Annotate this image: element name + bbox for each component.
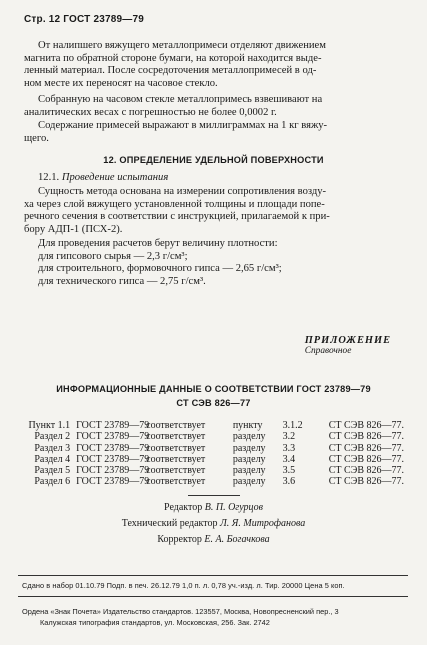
table-cell: СТ СЭВ 826—77. bbox=[328, 476, 404, 488]
table-cell: соответствует bbox=[146, 431, 206, 443]
info-heading-line2: СТ СЭВ 826—77 bbox=[176, 398, 251, 408]
table-row bbox=[24, 465, 404, 476]
credit-role: Технический редактор bbox=[121, 518, 218, 529]
table-cell: Раздел 5 bbox=[34, 465, 71, 477]
table-row bbox=[24, 476, 404, 487]
table-cell: соответствует bbox=[146, 420, 206, 431]
appendix-subtitle: Справочное bbox=[304, 346, 352, 356]
table-cell: 3.6 bbox=[282, 476, 296, 488]
page-header: Стр. 12 ГОСТ 23789—79 bbox=[24, 14, 144, 25]
table-cell: СТ СЭВ 826—77. bbox=[328, 442, 404, 454]
correspondence-table bbox=[24, 420, 404, 488]
print-imprint: Сдано в набор 01.10.79 Подп. в печ. 26.12.79 1,0 п. л. 0,78 уч.-изд. л. Тир. 20000 Цена 5 коп. bbox=[22, 581, 345, 590]
table-cell: соответствует bbox=[146, 465, 206, 477]
table-row bbox=[24, 443, 404, 454]
text-line: Для проведения расчетов берут величину плотности: bbox=[38, 238, 278, 249]
table-cell: 3.5 bbox=[282, 465, 296, 477]
text-line: магнита по обратной стороне бумаги, на которой находится выде- bbox=[24, 52, 322, 64]
table-row bbox=[24, 431, 404, 442]
text-line: Сущность метода основана на измерении сопротивления возду- bbox=[38, 186, 327, 197]
table-cell: разделу bbox=[232, 442, 266, 454]
table-row bbox=[24, 454, 404, 465]
info-heading-line1: ИНФОРМАЦИОННЫЕ ДАННЫЕ О СООТВЕТСТВИИ ГОСТ 23789—79 bbox=[56, 384, 371, 394]
credit-name: Л. Я. Митрофанова bbox=[220, 518, 306, 529]
text-line: речного сечения в соответствии с инструкцией, прилагаемой к при- bbox=[24, 211, 330, 223]
text-line: От налипшего вяжущего металлопримеси отделяют движением bbox=[38, 40, 326, 51]
table-cell: 3.3 bbox=[282, 442, 296, 454]
table-cell: соответствует bbox=[146, 476, 206, 488]
paragraph-weighing bbox=[24, 94, 404, 119]
paragraph-content-expression bbox=[24, 120, 404, 145]
text-line: ном месте их переносят на часовое стекло. bbox=[24, 77, 218, 89]
credit-role: Редактор bbox=[164, 502, 203, 513]
text-line: ленный материал. После сосредоточения металлопримесей в од- bbox=[24, 65, 317, 77]
credit-name: В. П. Огурцов bbox=[204, 502, 263, 513]
table-cell: разделу bbox=[232, 431, 266, 443]
table-cell: Раздел 2 bbox=[34, 431, 71, 443]
divider-short bbox=[188, 495, 240, 496]
credit-proofreader bbox=[0, 532, 427, 548]
table-cell: СТ СЭВ 826—77. bbox=[328, 420, 404, 431]
subsection-number: 12.1. bbox=[38, 172, 60, 183]
credits bbox=[0, 500, 427, 548]
text-line: для строительного, формовочного гипса — 2,65 г/см³; bbox=[38, 263, 282, 275]
text-line: ха через слой вяжущего установленной толщины и площади попе- bbox=[24, 198, 325, 210]
section-heading-specific-surface: 12. ОПРЕДЕЛЕНИЕ УДЕЛЬНОЙ ПОВЕРХНОСТИ bbox=[103, 155, 324, 165]
text-line: бору АДП-1 (ПСХ-2). bbox=[24, 223, 123, 235]
divider-imprint-top bbox=[18, 575, 408, 576]
text-line: Содержание примесей выражают в миллиграммах на 1 кг вяжу- bbox=[38, 120, 328, 131]
publisher-info bbox=[22, 606, 414, 628]
table-cell: СТ СЭВ 826—77. bbox=[328, 453, 404, 465]
table-cell: соответствует bbox=[146, 442, 206, 454]
credit-role: Корректор bbox=[157, 534, 202, 545]
table-cell: ГОСТ 23789—79 bbox=[76, 476, 150, 488]
credit-editor bbox=[0, 500, 427, 516]
table-cell: ГОСТ 23789—79 bbox=[76, 442, 150, 454]
table-row bbox=[24, 420, 404, 431]
subsection-title bbox=[38, 172, 404, 185]
table-cell: пункту bbox=[232, 420, 263, 431]
table-cell: ГОСТ 23789—79 bbox=[76, 465, 150, 477]
appendix-title: ПРИЛОЖЕНИЕ bbox=[304, 335, 391, 346]
paragraph-method-essence bbox=[24, 186, 404, 236]
appendix-label bbox=[305, 335, 391, 356]
text-line: для гипсового сырья — 2,3 г/см³; bbox=[38, 250, 188, 262]
table-cell: Пункт 1.1 bbox=[28, 420, 71, 431]
table-cell: СТ СЭВ 826—77. bbox=[328, 465, 404, 477]
text-line: щего. bbox=[24, 132, 49, 144]
table-cell: разделу bbox=[232, 476, 266, 488]
publisher-line: Ордена «Знак Почета» Издательство стандартов. 123557, Москва, Новопресненский пер., 3 bbox=[22, 607, 339, 616]
paragraph-density-values bbox=[24, 238, 404, 288]
table-cell: Раздел 6 bbox=[34, 476, 71, 488]
subsection-name: Проведение испытания bbox=[61, 172, 169, 183]
divider-imprint-bottom bbox=[18, 596, 408, 597]
text-line: для технического гипса — 2,75 г/см³. bbox=[38, 275, 206, 287]
text-line: Собранную на часовом стекле металлопримесь взвешивают на bbox=[38, 94, 323, 105]
table-cell: 3.2 bbox=[282, 431, 296, 443]
table-cell: разделу bbox=[232, 465, 266, 477]
table-cell: разделу bbox=[232, 453, 266, 465]
table-cell: ГОСТ 23789—79 bbox=[76, 431, 150, 443]
credit-tech-editor bbox=[0, 516, 427, 532]
table-cell: Раздел 4 bbox=[34, 453, 71, 465]
table-cell: 3.4 bbox=[282, 453, 296, 465]
table-cell: соответствует bbox=[146, 453, 206, 465]
text-line: аналитических весах с погрешностью не более 0,0002 г. bbox=[24, 106, 277, 118]
publisher-line: Калужская типография стандартов, ул. Московская, 256. Зак. 2742 bbox=[40, 618, 270, 627]
paragraph-magnet-separation bbox=[24, 40, 404, 90]
table-cell: СТ СЭВ 826—77. bbox=[328, 431, 404, 443]
table-cell: ГОСТ 23789—79 bbox=[76, 420, 150, 431]
table-cell: Раздел 3 bbox=[34, 442, 71, 454]
table-cell: 3.1.2 bbox=[282, 420, 303, 431]
table-cell: ГОСТ 23789—79 bbox=[76, 453, 150, 465]
credit-name: Е. А. Богачкова bbox=[204, 534, 270, 545]
